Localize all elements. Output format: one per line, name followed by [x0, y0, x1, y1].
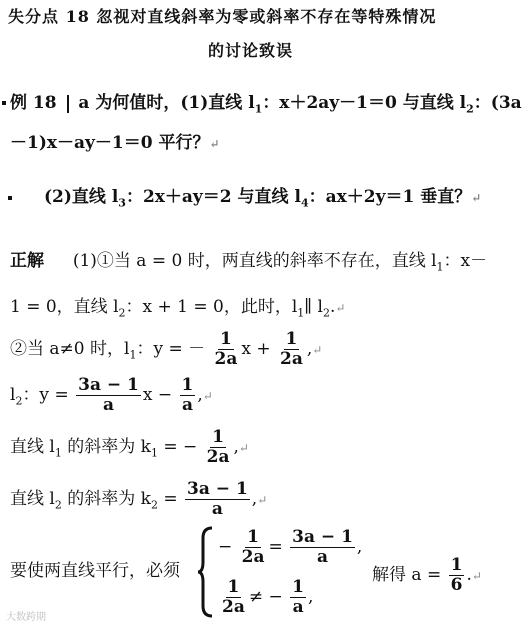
pilcrow-mark: ↵ — [257, 493, 268, 507]
s5-pre: 直线 l — [10, 437, 55, 457]
sys2-end: , — [308, 587, 314, 607]
result-end: . — [466, 565, 472, 585]
result-pre: 解得 a = — [372, 565, 442, 585]
solution-line-5 — [10, 428, 249, 467]
q2-part-b: ：2x＋ay＝2 与直线 l — [125, 187, 301, 207]
solution-line-4 — [10, 376, 213, 415]
q1-line2: －1)x－ay－1＝0 平行？ — [10, 133, 210, 153]
solution-line-1 — [10, 250, 487, 278]
sub: 1 — [54, 446, 62, 460]
fraction: $\frac{1}{6}$ — [450, 555, 463, 595]
s2-b: ：x + 1 = 0，此时，l — [125, 297, 298, 317]
bullet — [2, 101, 6, 105]
sys1-eq: = — [268, 537, 283, 557]
s6-pre: 直线 l — [10, 489, 55, 509]
header-line-2: 的讨论致误 — [208, 41, 294, 60]
solution-label: 正解 — [10, 251, 44, 271]
sub: 1 — [129, 348, 137, 362]
sub: 2 — [466, 102, 474, 116]
sub: 2 — [150, 498, 158, 512]
s3-pre: ②当 a≠0 时，l — [10, 339, 130, 359]
sub: 2 — [323, 306, 330, 320]
solution-line-7: 要使两直线平行，必须 — [10, 561, 180, 581]
sub: 2 — [15, 394, 23, 408]
watermark: 大数跨期 — [6, 612, 46, 623]
fraction: $\frac{3a - 1}{a}$ — [292, 527, 353, 567]
fraction: $\frac{1}{2a}$ — [214, 329, 238, 369]
s5-end: , — [233, 437, 239, 457]
system-eq-1 — [218, 528, 362, 567]
pilcrow-mark: ↵ — [471, 569, 482, 583]
s1-text: (1)①当 a = 0 时，两直线的斜率不存在，直线 l — [72, 251, 437, 271]
pilcrow-mark: ↵ — [471, 191, 482, 205]
fraction: $\frac{1}{a}$ — [292, 577, 304, 617]
sub: 1 — [297, 306, 305, 320]
solution-line-2 — [10, 296, 345, 324]
s6-eq: = — [157, 489, 178, 509]
sys1-pre: − — [218, 537, 233, 557]
sys1-end: , — [356, 537, 363, 557]
fraction: $\frac{3a - 1}{a}$ — [78, 375, 139, 415]
pilcrow-mark: ↵ — [202, 389, 213, 403]
s1-end: ：x－ — [443, 251, 488, 271]
s4-mid: x − — [142, 385, 173, 405]
s2-parallel: ∥ l — [304, 297, 323, 317]
fraction: $\frac{1}{2a}$ — [222, 577, 245, 617]
pilcrow-mark: ↵ — [312, 343, 323, 357]
sub: 1 — [150, 446, 158, 460]
example-q1-line2 — [10, 132, 220, 155]
solution-line-3 — [10, 330, 322, 369]
s5-eq: = − — [157, 437, 198, 457]
system-eq-2 — [218, 578, 313, 617]
result — [372, 556, 482, 595]
solution-line-6 — [10, 480, 267, 519]
s3-end: , — [306, 339, 313, 359]
sub: 2 — [118, 306, 126, 320]
s2-end: . — [330, 297, 336, 317]
q1-part-b: ：x＋2ay－1＝0 与直线 l — [262, 93, 467, 113]
example-q1-line1 — [10, 92, 522, 120]
text-cursor — [67, 95, 69, 113]
pilcrow-mark: ↵ — [238, 441, 249, 455]
sub: 3 — [118, 196, 126, 210]
s5-mid: 的斜率为 k — [61, 437, 151, 457]
s4-end: , — [197, 385, 203, 405]
sub: 1 — [436, 260, 444, 274]
s3-mid: x + — [241, 339, 271, 359]
s4-eq: ：y = — [22, 385, 69, 405]
fraction: $\frac{1}{2a}$ — [241, 527, 265, 567]
s3-eq: ：y = － — [136, 339, 206, 359]
fraction: $\frac{1}{a}$ — [181, 375, 194, 415]
sub: 4 — [300, 196, 309, 210]
fraction: $\frac{3a - 1}{a}$ — [187, 479, 248, 519]
bullet — [8, 196, 12, 200]
s6-end: , — [251, 489, 258, 509]
example-label: 例 18 — [10, 93, 57, 113]
sys2-neq: ≠ − — [248, 587, 283, 607]
fraction: $\frac{1}{2a}$ — [280, 329, 303, 369]
pilcrow-mark: ↵ — [335, 301, 346, 315]
sub: 2 — [54, 498, 62, 512]
q1-part-a: a 为何值时，(1)直线 l — [78, 93, 255, 113]
s4-pre: l — [10, 385, 16, 405]
q1-part-c: ：(3a — [473, 93, 522, 113]
fraction: $\frac{1}{2a}$ — [206, 427, 230, 467]
sub: 1 — [254, 102, 263, 116]
s6-mid: 的斜率为 k — [61, 489, 151, 509]
s2-text: 1 = 0，直线 l — [10, 297, 119, 317]
q2-part-a: (2)直线 l — [44, 187, 119, 207]
header-line-1: 失分点 18 忽视对直线斜率为零或斜率不存在等特殊情况 — [8, 7, 437, 26]
pilcrow-mark: ↵ — [209, 137, 220, 151]
left-brace-icon — [196, 526, 216, 618]
q2-part-c: ：ax＋2y＝1 垂直？ — [308, 187, 472, 207]
example-q2 — [44, 186, 481, 214]
